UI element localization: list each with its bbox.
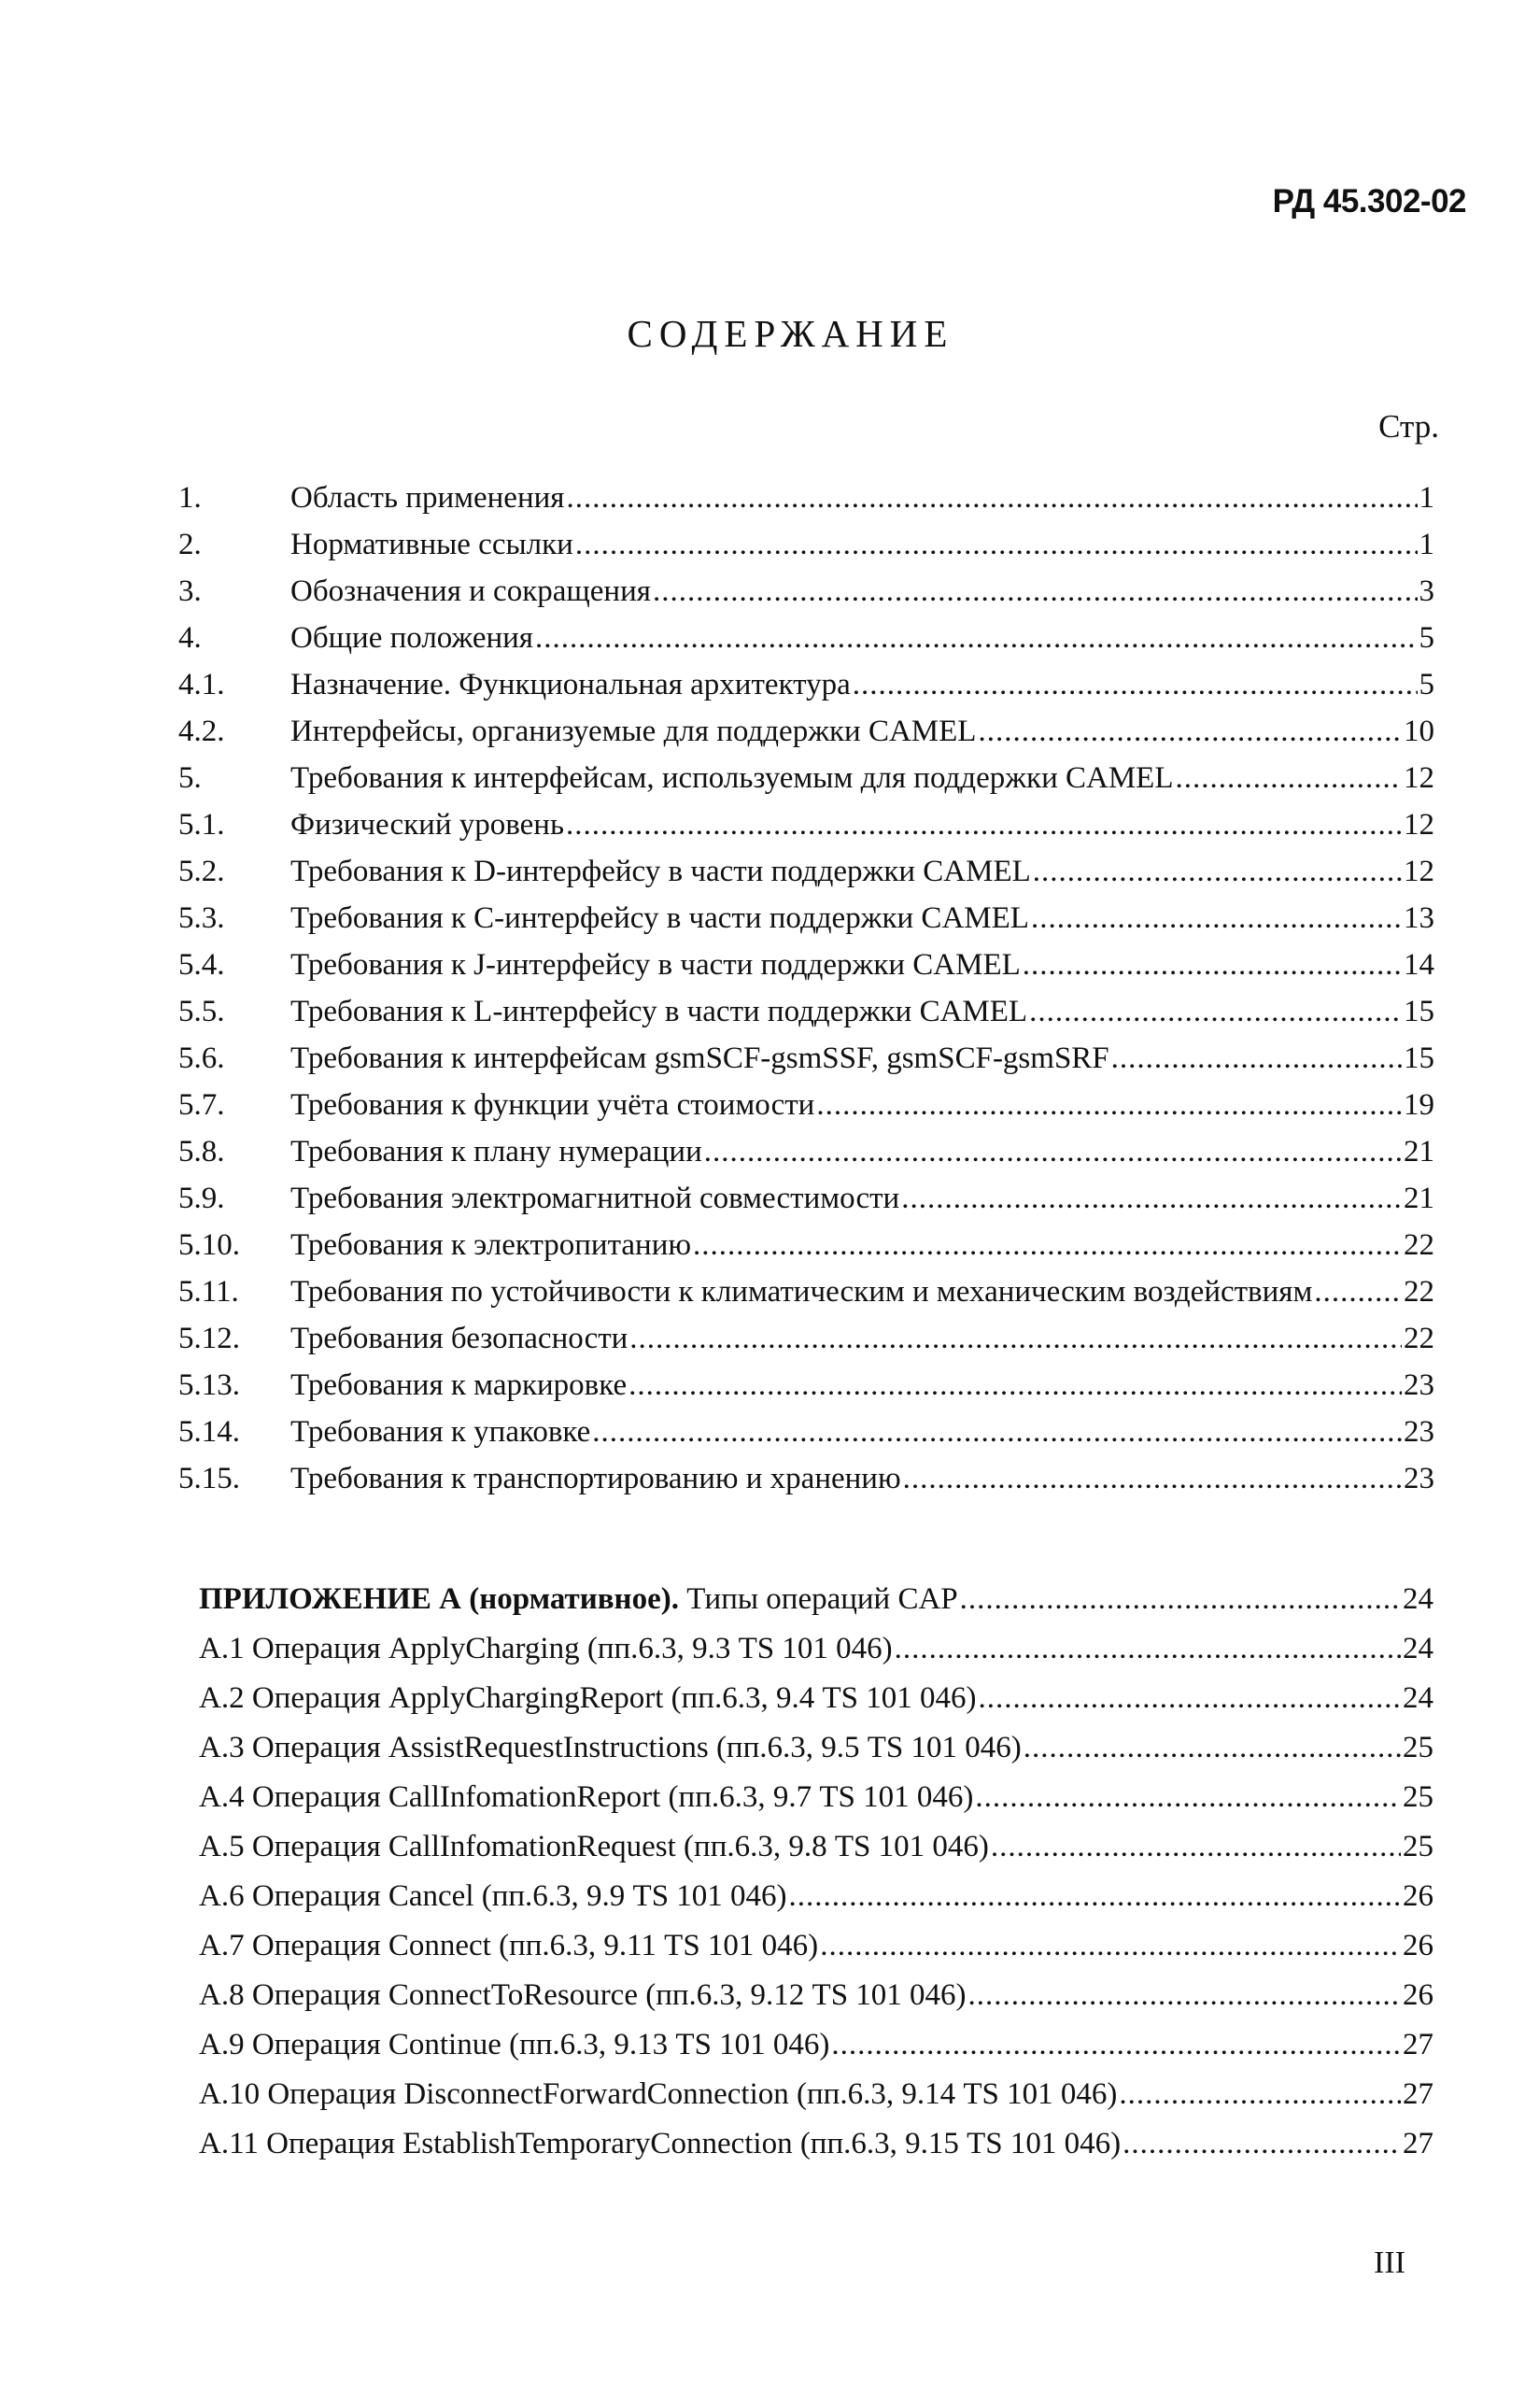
toc-entry: [178, 1409, 1434, 1455]
toc-entry-number: 5.11.: [178, 1275, 239, 1309]
dot-leader: [704, 1128, 1402, 1175]
toc-entry-number: 4.: [178, 621, 202, 655]
appendix-entry-title: А.9 Операция Continue (пп.6.3, 9.13 TS 101 046): [199, 2028, 830, 2061]
toc-entry-number: 3.: [178, 574, 202, 608]
appendix-entry: [199, 1822, 1433, 1872]
toc-entry-number: 5.5.: [178, 995, 225, 1028]
toc-entry-number: 5.4.: [178, 948, 225, 982]
toc-entry-number: 2.: [178, 528, 202, 561]
toc-entry: [178, 615, 1434, 661]
toc-entry-page: 22: [1404, 1228, 1434, 1262]
toc-entry-page: 23: [1404, 1368, 1434, 1402]
appendix-entry-title: А.8 Операция ConnectToResource (пп.6.3, 9.12 TS 101 046): [199, 1978, 967, 2012]
appendix-heading: [199, 1575, 1433, 1624]
toc-entry-title: Требования к J-интерфейсу в части поддержки CAMEL: [290, 948, 1021, 982]
appendix-entry-page: 26: [1403, 1879, 1433, 1913]
toc-entry-page: 13: [1404, 901, 1434, 935]
toc-entry-number: 5.8.: [178, 1135, 225, 1169]
toc-entry: [178, 801, 1434, 848]
toc-entry: [178, 1082, 1434, 1128]
appendix-entry-title: А.4 Операция CallInfomationReport (пп.6.3, 9.7 TS 101 046): [199, 1780, 974, 1814]
toc-entry-number: 5.9.: [178, 1182, 225, 1215]
dot-leader: [901, 1175, 1402, 1222]
appendix-entry: [199, 1674, 1433, 1723]
dot-leader: [1024, 1723, 1401, 1773]
document-code: РД 45.302-02: [1272, 183, 1466, 220]
toc-entry-page: 23: [1404, 1462, 1434, 1495]
dot-leader: [629, 1315, 1402, 1362]
dot-leader: [968, 1971, 1401, 2020]
dot-leader: [960, 1575, 1401, 1624]
dot-leader: [991, 1822, 1401, 1872]
dot-leader: [820, 1921, 1401, 1971]
toc-entry-title: Требования к плану нумерации: [290, 1135, 702, 1169]
appendix-entry: [199, 1723, 1433, 1773]
toc-entry-number: 5.6.: [178, 1041, 225, 1075]
dot-leader: [1123, 2119, 1401, 2169]
toc-entry-title: Требования к L-интерфейсу в части поддержки CAMEL: [290, 995, 1028, 1028]
toc-entry-page: 22: [1404, 1322, 1434, 1355]
toc-entry-title: Требования безопасности: [290, 1322, 628, 1355]
appendix-entry: [199, 1872, 1433, 1921]
appendix-entry-page: 24: [1403, 1632, 1433, 1665]
appendix-entry: [199, 1773, 1433, 1822]
toc-entry-page: 14: [1404, 948, 1434, 982]
appendix-heading-text: Типы операций CAP: [686, 1582, 958, 1616]
toc-entry-title: Требования по устойчивости к климатическим и механическим воздействиям: [290, 1275, 1313, 1309]
toc-entry-page: 5: [1419, 668, 1434, 701]
dot-leader: [816, 1082, 1402, 1128]
appendix-entry-title: А.11 Операция EstablishTemporaryConnection (пп.6.3, 9.15 TS 101 046): [199, 2127, 1122, 2160]
toc-entry-number: 5.12.: [178, 1322, 240, 1355]
toc-entry-number: 5.14.: [178, 1415, 240, 1449]
toc-entry: [178, 942, 1434, 988]
toc-entry-number: 5.15.: [178, 1462, 240, 1495]
toc-entry: [178, 661, 1434, 708]
appendix-entry-page: 25: [1403, 1830, 1433, 1863]
toc-entry-title: Общие положения: [290, 621, 533, 655]
toc-entry-title: Назначение. Функциональная архитектура: [290, 668, 851, 701]
toc-entry: [178, 1035, 1434, 1082]
dot-leader: [693, 1222, 1402, 1268]
toc-entry-title: Требования к электропитанию: [290, 1228, 692, 1262]
dot-leader: [628, 1362, 1402, 1409]
toc-entry-title: Требования к функции учёта стоимости: [290, 1088, 815, 1122]
page-column-label: Стр.: [1378, 408, 1439, 445]
appendix-entry: [199, 2070, 1433, 2119]
toc-entry: [178, 475, 1434, 521]
toc-entry-number: 5.: [178, 761, 202, 795]
appendix-entry-page: 25: [1403, 1780, 1433, 1814]
toc-entry-number: 5.2.: [178, 855, 225, 888]
table-of-contents: [178, 475, 1434, 1502]
dot-leader: [975, 1773, 1401, 1822]
appendix-entry-page: 27: [1403, 2077, 1433, 2111]
dot-leader: [653, 568, 1418, 615]
dot-leader: [903, 1455, 1402, 1502]
toc-entry: [178, 1362, 1434, 1409]
toc-entry-page: 15: [1404, 995, 1434, 1028]
dot-leader: [895, 1624, 1401, 1674]
toc-entry: [178, 708, 1434, 755]
toc-entry: [178, 895, 1434, 942]
toc-entry-number: 4.2.: [178, 715, 225, 748]
toc-entry-page: 23: [1404, 1415, 1434, 1449]
toc-entry-page: 1: [1419, 481, 1434, 515]
appendix-entry: [199, 2020, 1433, 2070]
toc-entry-page: 21: [1404, 1182, 1434, 1215]
toc-entry-title: Требования к упаковке: [290, 1415, 591, 1449]
dot-leader: [592, 1409, 1402, 1455]
appendix-entry-page: 24: [1403, 1681, 1433, 1715]
appendix-entry-title: А.10 Операция DisconnectForwardConnection (пп.6.3, 9.14 TS 101 046): [199, 2077, 1118, 2111]
toc-entry: [178, 1222, 1434, 1268]
dot-leader: [1029, 988, 1402, 1035]
toc-entry-title: Требования к маркировке: [290, 1368, 628, 1402]
appendix-entry-page: 26: [1403, 1929, 1433, 1962]
dot-leader: [853, 661, 1418, 708]
toc-entry: [178, 848, 1434, 895]
toc-entry: [178, 755, 1434, 801]
appendix-entry-page: 25: [1403, 1731, 1433, 1764]
appendix-entry: [199, 1921, 1433, 1971]
toc-entry-page: 12: [1404, 808, 1434, 842]
dot-leader: [566, 475, 1417, 521]
appendix-entry-title: А.5 Операция CallInfomationRequest (пп.6.3, 9.8 TS 101 046): [199, 1830, 989, 1863]
toc-entry-title: Требования электромагнитной совместимости: [290, 1182, 900, 1215]
toc-entry-number: 4.1.: [178, 668, 225, 701]
toc-entry: [178, 1455, 1434, 1502]
appendix-entry-title: А.6 Операция Cancel (пп.6.3, 9.9 TS 101 046): [199, 1879, 787, 1913]
toc-entry-page: 22: [1404, 1275, 1434, 1309]
toc-entry-page: 19: [1404, 1088, 1434, 1122]
appendix-entry-title: А.7 Операция Connect (пп.6.3, 9.11 TS 101 046): [199, 1929, 819, 1962]
toc-entry-title: Требования к интерфейсам gsmSCF-gsmSSF, gsmSCF-gsmSRF: [290, 1041, 1109, 1075]
toc-entry-page: 3: [1419, 574, 1434, 608]
toc-entry-title: Требования к транспортированию и хранению: [290, 1462, 901, 1495]
appendix-heading-bold: ПРИЛОЖЕНИЕ А (нормативное).: [199, 1582, 679, 1616]
toc-entry-title: Физический уровень: [290, 808, 564, 842]
toc-entry: [178, 1315, 1434, 1362]
toc-entry-number: 5.7.: [178, 1088, 225, 1122]
dot-leader: [1031, 895, 1402, 942]
dot-leader: [1175, 755, 1402, 801]
toc-entry-page: 15: [1404, 1041, 1434, 1075]
dot-leader: [1119, 2070, 1401, 2119]
toc-entry-title: Требования к D-интерфейсу в части поддержки CAMEL: [290, 855, 1031, 888]
appendix-entry-page: 26: [1403, 1978, 1433, 2012]
toc-entry-title: Интерфейсы, организуемые для поддержки CAMEL: [290, 715, 977, 748]
appendix-entry: [199, 1971, 1433, 2020]
toc-entry-number: 5.1.: [178, 808, 225, 842]
toc-entry-number: 1.: [178, 481, 202, 515]
toc-entry-page: 12: [1404, 855, 1434, 888]
appendix-heading-page: 24: [1403, 1582, 1433, 1616]
dot-leader: [1314, 1268, 1402, 1315]
dot-leader: [566, 801, 1402, 848]
toc-entry-number: 5.13.: [178, 1368, 240, 1402]
toc-entry-page: 21: [1404, 1135, 1434, 1169]
toc-entry-page: 5: [1419, 621, 1434, 655]
toc-entry-title: Требования к интерфейсам, используемым для поддержки CAMEL: [290, 761, 1174, 795]
dot-leader: [1111, 1035, 1402, 1082]
toc-entry-title: Обозначения и сокращения: [290, 574, 651, 608]
appendix-entry: [199, 1624, 1433, 1674]
toc-entry-title: Область применения: [290, 481, 565, 515]
dot-leader: [978, 708, 1402, 755]
dot-leader: [789, 1872, 1401, 1921]
toc-entry-title: Требования к С-интерфейсу в части поддержки CAMEL: [290, 901, 1029, 935]
appendix-contents: [199, 1575, 1433, 2169]
toc-entry: [178, 1268, 1434, 1315]
dot-leader: [575, 521, 1418, 568]
appendix-entry-page: 27: [1403, 2028, 1433, 2061]
appendix-entry-title: А.1 Операция ApplyCharging (пп.6.3, 9.3 TS 101 046): [199, 1632, 893, 1665]
appendix-entry-title: А.3 Операция AssistRequestInstructions (пп.6.3, 9.5 TS 101 046): [199, 1731, 1022, 1764]
toc-entry-title: Нормативные ссылки: [290, 528, 573, 561]
toc-entry: [178, 1128, 1434, 1175]
toc-entry: [178, 988, 1434, 1035]
dot-leader: [1023, 942, 1402, 988]
toc-entry: [178, 568, 1434, 615]
dot-leader: [831, 2020, 1401, 2070]
toc-entry-page: 10: [1404, 715, 1434, 748]
page-title: СОДЕРЖАНИЕ: [627, 312, 954, 355]
dot-leader: [535, 615, 1418, 661]
appendix-entry-title: А.2 Операция ApplyChargingReport (пп.6.3, 9.4 TS 101 046): [199, 1681, 977, 1715]
toc-entry-number: 5.3.: [178, 901, 225, 935]
page-number: III: [1374, 2245, 1405, 2280]
appendix-entry: [199, 2119, 1433, 2169]
appendix-entry-page: 27: [1403, 2127, 1433, 2160]
toc-entry-number: 5.10.: [178, 1228, 240, 1262]
toc-entry-page: 1: [1419, 528, 1434, 561]
toc-entry: [178, 1175, 1434, 1222]
toc-entry: [178, 521, 1434, 568]
dot-leader: [978, 1674, 1401, 1723]
dot-leader: [1033, 848, 1402, 895]
toc-entry-page: 12: [1404, 761, 1434, 795]
